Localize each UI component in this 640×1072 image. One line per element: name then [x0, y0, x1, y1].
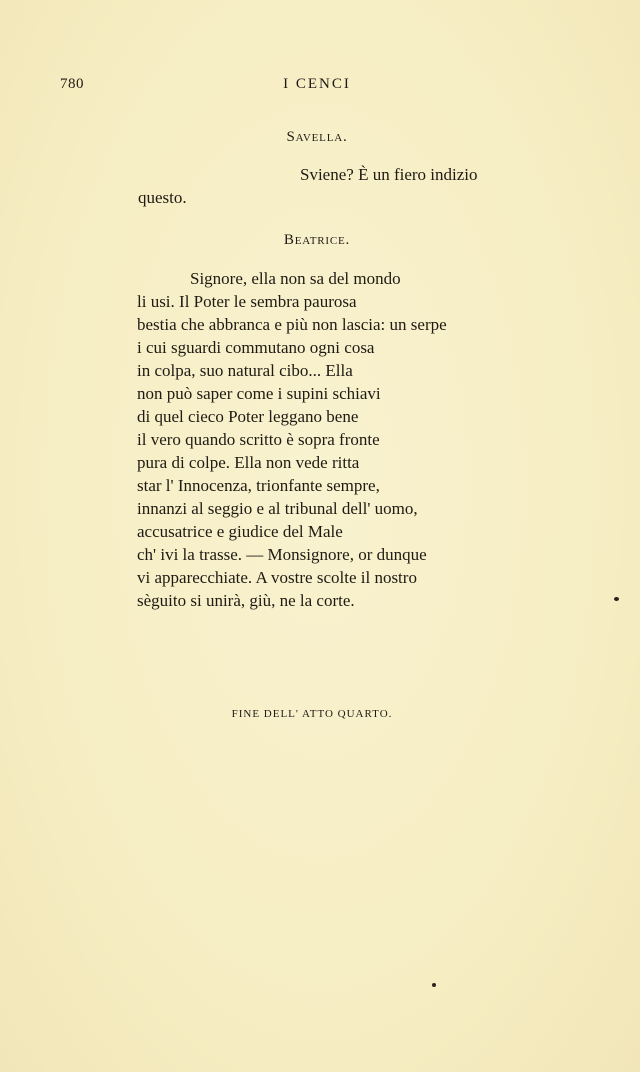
verse-line: ch' ivi la trasse. — Monsignore, or dunque [137, 545, 427, 564]
speaker-beatrice: Beatrice. [283, 232, 351, 248]
verse-line: vi apparecchiate. A vostre scolte il nostro [137, 568, 417, 587]
speaker-savella: Savella. [286, 129, 348, 145]
paper-speck [614, 597, 619, 601]
verse-line: accusatrice e giudice del Male [137, 522, 343, 541]
paper-speck [432, 983, 436, 987]
verse-line: i cui sguardi commutano ogni cosa [137, 338, 375, 357]
running-title: I CENCI [283, 76, 351, 92]
verse-line: li usi. Il Poter le sembra paurosa [137, 292, 357, 311]
verse-line-sviene: Sviene? È un fiero indizio [300, 165, 478, 184]
verse-line: Signore, ella non sa del mondo [190, 269, 401, 288]
page-number: 780 [60, 76, 84, 92]
verse-line: sèguito si unirà, giù, ne la corte. [137, 591, 355, 610]
verse-line: pura di colpe. Ella non vede ritta [137, 453, 360, 472]
verse-line: di quel cieco Poter leggano bene [137, 407, 359, 426]
verse-line: in colpa, suo natural cibo... Ella [137, 361, 353, 380]
beatrice-speech [137, 267, 517, 612]
verse-line: star l' Innocenza, trionfante sempre, [137, 476, 380, 495]
verse-line: non può saper come i supini schiavi [137, 384, 381, 403]
verse-line: bestia che abbranca e più non lascia: un serpe [137, 315, 447, 334]
verse-line-questo: questo. [138, 188, 187, 207]
verse-line: innanzi al seggio e al tribunal dell' uomo, [137, 499, 418, 518]
act-end-note: FINE DELL' ATTO QUARTO. [231, 708, 393, 720]
verse-line: il vero quando scritto è sopra fronte [137, 430, 380, 449]
